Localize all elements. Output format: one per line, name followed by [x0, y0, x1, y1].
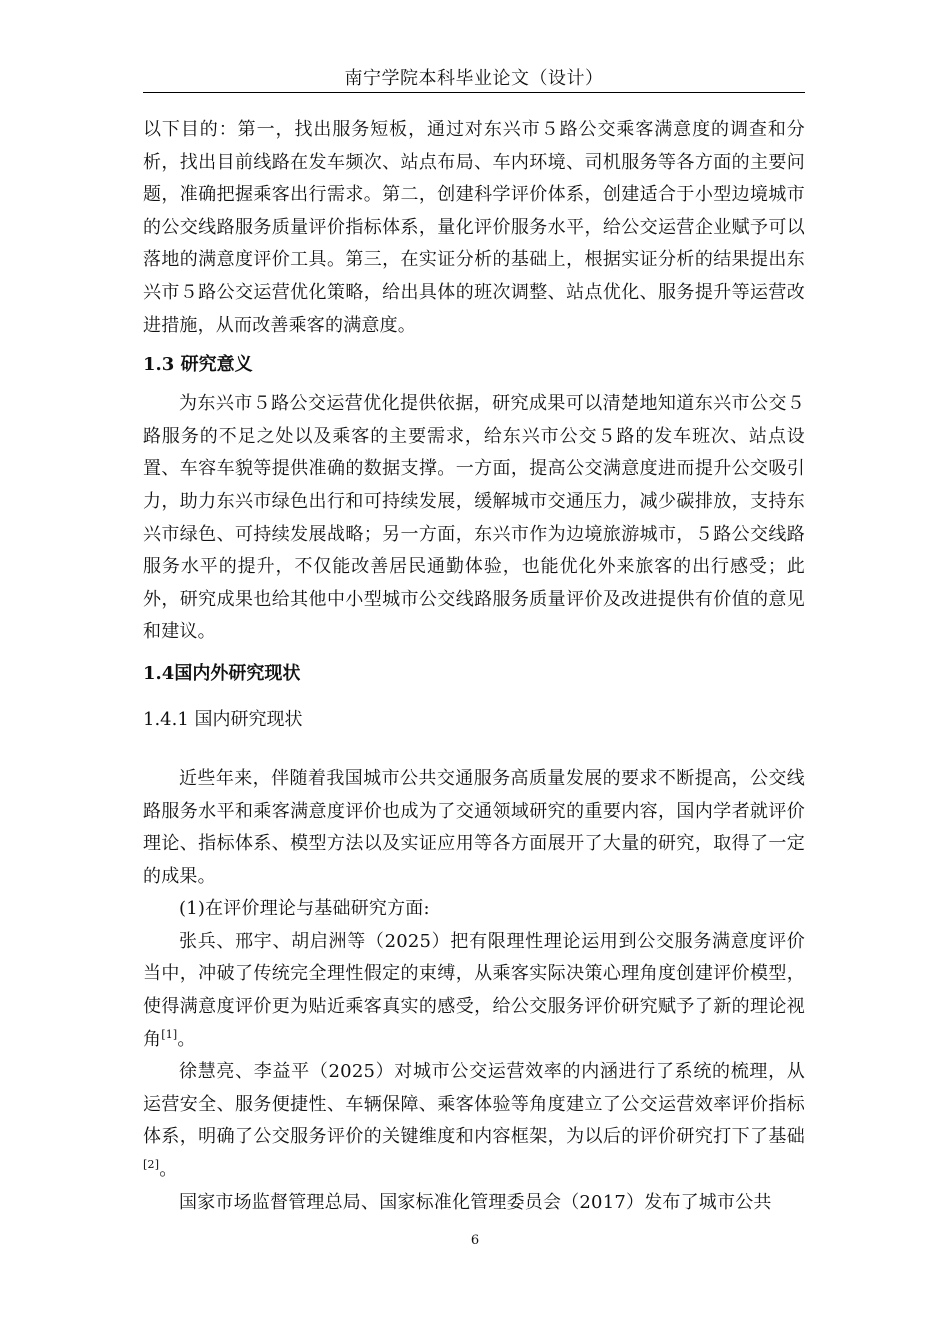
page-body: [143, 114, 805, 1219]
subsection-heading-1-4-1: 1.4.1 国内研究现状: [143, 708, 303, 730]
paragraph-text: 徐慧亮、李益平（2025）对城市公交运营效率的内涵进行了系统的梳理，从运营安全、服务便捷性、车辆保障、乘客体验等角度建立了公交运营效率评价指标体系，明确了公交服务评价的关键维度和内容框架，为以后的评价研究打下了基础: [143, 1061, 805, 1148]
paragraph-xu-huiliang: [143, 1056, 805, 1186]
page-number: 6: [470, 1233, 480, 1248]
paragraph-zhang-bing: [143, 926, 805, 1056]
section-heading-1-4: 1.4国内外研究现状: [143, 662, 301, 684]
paragraph-significance: 为东兴市５路公交运营优化提供依据，研究成果可以清楚地知道东兴市公交５路服务的不足之处以及乘客的主要需求，给东兴市公交５路的发车班次、站点设置、车容车貌等提供准确的数据支撑。一方面，提高公交满意度进而提升公交吸引力，助力东兴市绿色出行和可持续发展，缓解城市交通压力，减少碳排放，支持东兴市绿色、可持续发展战略；另一方面，东兴市作为边境旅游城市，５路公交线路服务水平的提升，不仅能改善居民通勤体验，也能优化外来旅客的出行感受；此外，研究成果也给其他中小型城市公交线路服务质量评价及改进提供有价值的意见和建议。: [143, 393, 805, 643]
citation-ref-2: [2]: [143, 1158, 160, 1172]
running-header: 南宁学院本科毕业论文（设计）: [143, 66, 805, 93]
paragraph-end: 。: [177, 1028, 196, 1050]
paragraph-text: 张兵、邢宇、胡启洲等（2025）把有限理性理论运用到公交服务满意度评价当中，冲破了传统完全理性假定的束缚，从乘客实际决策心理角度创建评价模型，使得满意度评价更为贴近乘客真实的感受，给公交服务评价研究赋予了新的理论视角: [143, 930, 805, 1050]
citation-ref-1: [1]: [161, 1027, 178, 1041]
paragraph-national-standard: 国家市场监督管理总局、国家标准化管理委员会（2017）发布了城市公共: [179, 1191, 772, 1213]
paragraph-theory-heading: (1)在评价理论与基础研究方面:: [179, 898, 430, 920]
paragraph-objectives: 以下目的：第一，找出服务短板，通过对东兴市５路公交乘客满意度的调查和分析，找出目前线路在发车频次、站点布局、车内环境、司机服务等各方面的主要问题，准确把握乘客出行需求。第二，创建科学评价体系，创建适合于小型边境城市的公交线路服务质量评价指标体系，量化评价服务水平，给公交运营企业赋予可以落地的满意度评价工具。第三，在实证分析的基础上，根据实证分析的结果提出东兴市５路公交运营优化策略，给出具体的班次调整、站点优化、服务提升等运营改进措施，从而改善乘客的满意度。: [143, 119, 805, 336]
paragraph-domestic-intro: 近些年来，伴随着我国城市公共交通服务高质量发展的要求不断提高，公交线路服务水平和乘客满意度评价也成为了交通领域研究的重要内容，国内学者就评价理论、指标体系、模型方法以及实证应用等各方面展开了大量的研究，取得了一定的成果。: [143, 767, 805, 887]
section-heading-1-3: 1.3 研究意义: [143, 354, 253, 376]
paragraph-end: 。: [159, 1159, 178, 1181]
